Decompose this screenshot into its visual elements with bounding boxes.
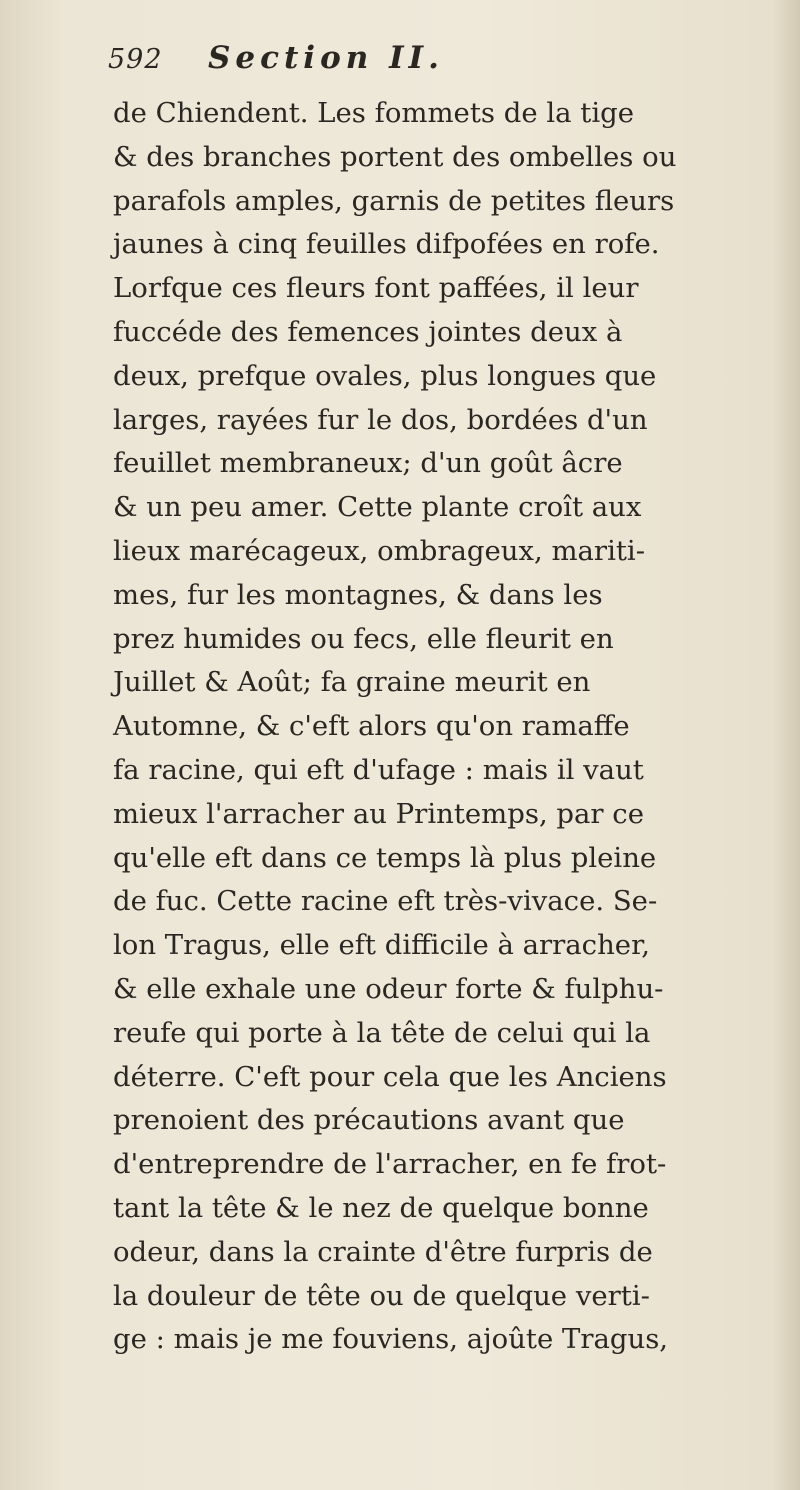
text-line: Lorfque ces fleurs font paffées, il leur (113, 272, 639, 305)
text-line: déterre. C'eft pour cela que les Anciens (113, 1060, 667, 1093)
text-line: Juillet & Août; fa graine meurit en (113, 666, 591, 699)
page-number: 592 (108, 44, 163, 75)
text-line: fa racine, qui eft d'ufage : mais il vaut (113, 753, 644, 786)
text-line: la douleur de tête ou de quelque verti- (113, 1279, 650, 1312)
text-line: Automne, & c'eft alors qu'on ramaffe (113, 710, 630, 743)
text-line: prenoient des précautions avant que (113, 1104, 625, 1137)
text-line: lieux marécageux, ombrageux, mariti- (113, 534, 646, 567)
text-line: ge : mais je me fouviens, ajoûte Tragus, (113, 1323, 669, 1356)
text-line: & des branches portent des ombelles ou (113, 140, 677, 173)
text-line: de Chiendent. Les fommets de la tige (113, 97, 635, 129)
text-line: lon Tragus, elle eft difficile à arracher, (113, 929, 650, 962)
text-line: d'entreprendre de l'arracher, en fe frot- (113, 1148, 667, 1181)
text-line: larges, rayées fur le dos, bordées d'un (113, 403, 648, 436)
text-line: reufe qui porte à la tête de celui qui la (113, 1016, 651, 1049)
text-line: jaunes à cinq feuilles difpofées en rofe. (113, 228, 660, 261)
body-text (113, 92, 753, 1362)
text-line: parafols amples, garnis de petites fleurs (113, 184, 675, 217)
text-line: deux, prefque ovales, plus longues que (113, 359, 657, 392)
text-line: tant la tête & le nez de quelque bonne (113, 1191, 649, 1224)
text-line: de fuc. Cette racine eft très-vivace. Se- (113, 885, 658, 918)
text-line: odeur, dans la crainte d'être furpris de (113, 1235, 653, 1268)
text-line: & un peu amer. Cette plante croît aux (113, 491, 642, 524)
running-title: Section II. (208, 40, 444, 76)
text-line: mes, fur les montagnes, & dans les (113, 578, 603, 611)
text-line: & elle exhale une odeur forte & fulphu- (113, 972, 664, 1005)
text-line: fuccéde des femences jointes deux à (113, 315, 623, 348)
text-line: qu'elle eft dans ce temps là plus pleine (113, 841, 657, 874)
text-line: feuillet membraneux; d'un goût âcre (113, 447, 623, 480)
text-line: prez humides ou fecs, elle fleurit en (113, 622, 614, 655)
text-line: mieux l'arracher au Printemps, par ce (113, 797, 644, 830)
page-header (108, 40, 748, 88)
